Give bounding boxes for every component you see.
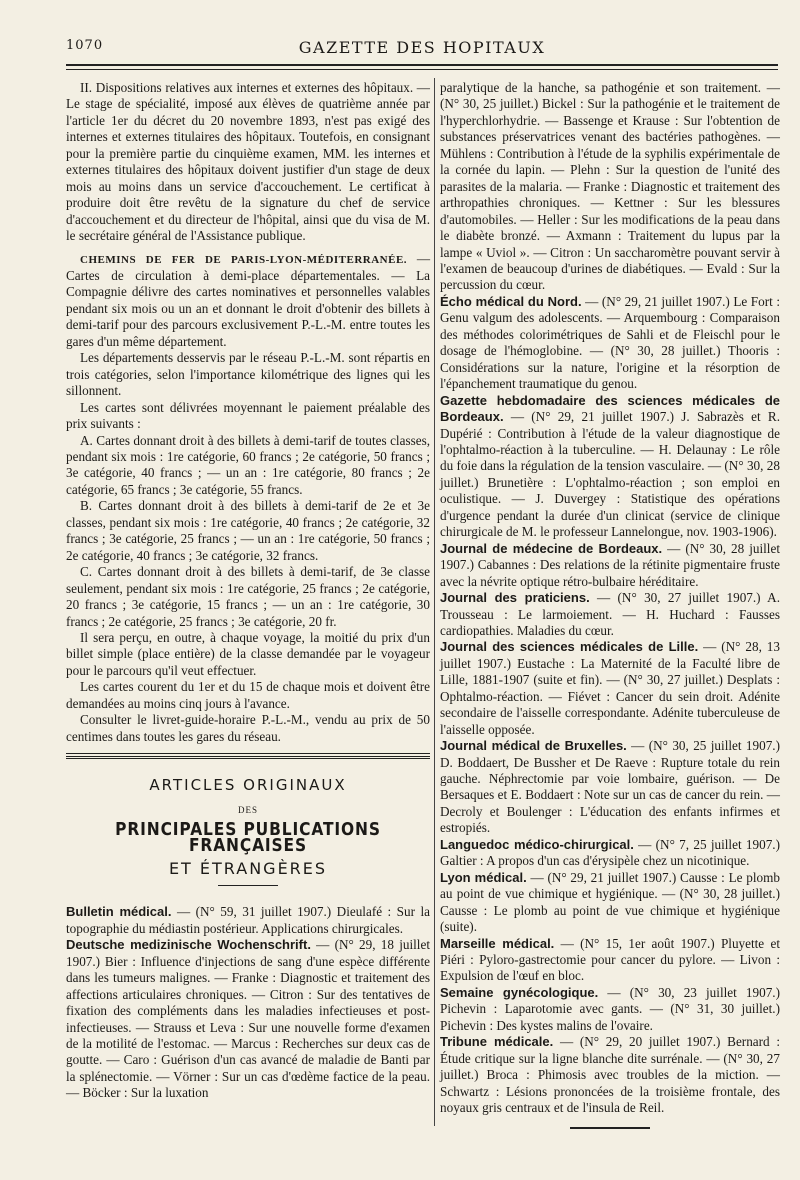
right-column	[440, 80, 780, 1129]
paragraph-consulter: Consulter le livret-guide-horaire P.-L.-M., vendu au prix de 50 centimes dans toutes les gares du réseau.	[66, 712, 430, 744]
paragraph-percu: Il sera perçu, en outre, à chaque voyage, la moitié du prix d'un billet simple (place entière) de la classe demandée par le voyageur pour le parcours qu'il veut effectuer.	[66, 629, 430, 678]
journal-title: Tribune médicale.	[440, 1034, 554, 1050]
entry-lyon: Lyon médical. — (N° 29, 21 juillet 1907.) Causse : Le plomb au point de vue chimique et hygiénique. — (N° 30, 28 juillet.) Causse : Le plomb au point de vue chimique et hygiénique (suite).	[440, 869, 781, 935]
entry-echo: Écho médical du Nord. — (N° 29, 21 juillet 1907.) Le Fort : Genu valgum des adolescents. — Arquembourg : Comparaison des méthodes colorimétriques de Sahli et de Fleischl pour le dosage de l'hémoglobine. — (N° 30, 28 juillet.) Thooris : Considérations sur la nature, l'origine et la résorption de l'épanchement traumatique du genou.	[440, 293, 781, 392]
section-rule	[66, 753, 430, 754]
entry-bulletin: Bulletin médical. — (N° 59, 31 juillet 1907.) Dieulafé : Sur la topographie du médiastin postérieur. Applications chirurgicales.	[66, 904, 430, 936]
articles-heading: ARTICLES ORIGINAUX	[149, 776, 347, 795]
entry-languedoc: Languedoc médico-chirurgical. — (N° 7, 25 juillet 1907.) Galtier : A propos d'un cas d'érysipèle chez un nicotinique.	[440, 836, 780, 869]
articles-heading-des: DES	[237, 804, 258, 815]
journal-title: Marseille médical.	[440, 935, 555, 951]
entry-journal-bordeaux: Journal de médecine de Bordeaux. — (N° 30, 28 juillet 1907.) Cabannes : Des relations de la rétinite pigmentaire fruste avec la névrite optique rétro-bulbaire héréditaire.	[440, 540, 780, 589]
paragraph-courent: Les cartes courent du 1er et du 15 de chaque mois et doivent être demandées au moins cinq jours à l'avance.	[66, 679, 430, 711]
paragraph-chemins: CHEMINS DE FER DE PARIS-LYON-MÉDITERRANÉE. — Cartes de circulation à demi-place départementales. — La Compagnie délivre des cartes nominatives et personnelles valables pendant six mois ou un an et donnant le droit d'obtenir des billets à demi-tarif pour des parcours exclusivement P.-L.-M. entre toutes les gares d'un même département.	[66, 250, 431, 349]
section-double-rule	[66, 756, 430, 759]
paragraph-cartes-a: A. Cartes donnant droit à des billets à demi-tarif de toutes classes, pendant six mois : 1re catégorie, 60 francs ; 2e catégorie, 50 francs ; 3e catégorie, 40 francs ; — un an : 1re catégorie, 80 francs ; 2e catégorie, 65 francs ; 3e catégorie, 55 francs.	[66, 432, 430, 497]
left-column	[66, 80, 430, 1102]
journal-title: Journal médical de Bruxelles.	[440, 738, 627, 754]
header-rule	[66, 64, 778, 66]
heading-rule	[218, 885, 278, 886]
entry-tribune: Tribune médicale. — (N° 29, 20 juillet 1907.) Bernard : Étude critique sur la ligne blanche dite surrénale. — (N° 30, 27 juillet.) Broca : Phimosis avec troubles de la miction. — Schwartz : Lésions prononcées de la troisième frontale, des noyaux gris centraux et de l'insula de Reil.	[440, 1034, 781, 1116]
journal-title: Journal des sciences médicales de Lille.	[440, 639, 699, 655]
journal-title: Bulletin médical.	[66, 904, 172, 920]
paragraph-departements: Les départements desservis par le réseau P.-L.-M. sont répartis en trois catégories, selon l'importance kilométrique des lignes qui les sillonnent.	[66, 350, 430, 399]
entry-gazette-bordeaux: Gazette hebdomadaire des sciences médicales de Bordeaux. — (N° 29, 21 juillet 1907.) J. Sabrazès et R. Dupérié : Contribution à l'étude de la valeur diagnostique de l'ophtalmo-réaction à la tuberculine. — H. Delaunay : Le rôle du foie dans la régulation de la tension vasculaire. — (N° 30, 28 juillet.) Brunetière : L'ophtalmo-réaction ; son emploi en oculistique. — J. Duvergey : Statistique des opérations d'urgence pendant la durée d'un clinicat (service de clinique chirurgicale de M. le professeur Lannelongue, nov. 1903-1906).	[440, 392, 780, 540]
paragraph-prix: Les cartes sont délivrées moyennant le paiement préalable des prix suivants :	[66, 399, 430, 432]
page-number: 1070	[66, 38, 104, 53]
entry-bruxelles: Journal médical de Bruxelles. — (N° 30, 25 juillet 1907.) D. Boddaert, De Bussher et De Raeve : Rupture totale du rein gauche. Néphrectomie par voie lombaire, guérison. — De Bersaques et E. Boddaert : Note sur un cas de cancer du rein. — Decroly et Boulenger : L'éducation des enfants infirmes et estropiés.	[440, 738, 780, 836]
entry-praticiens: Journal des praticiens. — (N° 30, 27 juillet 1907.) A. Trousseau : Le larmoiement. — H. Huchard : Fausses cardiopathies. Maladies du cœur.	[440, 590, 780, 638]
journal-title: Languedoc médico-chirurgical.	[440, 836, 634, 852]
journal-title: Semaine gynécologique.	[440, 984, 599, 1000]
paragraph-cartes-c: C. Cartes donnant droit à des billets à demi-tarif, de 3e classe seulement, pendant six mois : 1re catégorie, 25 francs ; 2e catégorie, 20 francs ; 3e catégorie, 15 francs ; — un an : 1re catégorie, 30 francs ; 2e catégorie, 25 francs ; 3e catégorie, 20 fr.	[66, 564, 430, 629]
end-ornament	[570, 1127, 650, 1129]
articles-heading-etrangeres: ET ÉTRANGÈRES	[168, 858, 328, 878]
section-heading-chemins: CHEMINS DE FER DE PARIS-LYON-MÉDITERRANÉE.	[80, 253, 408, 266]
journal-title: Gazette hebdomadaire des sciences médicales de Bordeaux.	[440, 392, 780, 425]
entry-deutsche-continued: paralytique de la hanche, sa pathogénie et son traitement. — (N° 30, 25 juillet.) Bickel : Sur la pathogénie et le traitement de l'hyperchlorhydrie. — Bassenge et Krause : Sur l'obtention de substances préservatrices venant des bactéries pathogènes. — Mühlens : Contribution à l'étude de la syphilis expérimentale de la cornée du lapin. — Plehn : Sur la question de l'unité des parasites de la malaria. — Franke : Diagnostic et traitement des arthropathies chroniques. — Kettner : Sur les blessures d'automobiles. — Heller : Sur les modifications de la peau dans le diabète bronzé. — Axmann : Traitement du lupus par la lampe « Uviol ». — Citron : Un saccharomètre pouvant servir à l'examen de beaucoup d'urines de diabétiques. — Evald : Sur la percussion du cœur.	[440, 80, 780, 293]
paragraph-internes: II. Dispositions relatives aux internes et externes des hôpitaux. — Le stage de spécialité, imposé aux élèves de quatrième année par l'article 1er du décret du 20 novembre 1893, n'est pas exigé des internes et externes titulaires des hôpitaux. Toutefois, en consignant pour la première partie du cinquième examen, MM. les internes et externes titulaires des hôpitaux doivent justifier d'un stage de deux mois au moins dans un service d'accouchement. Le certificat à produire doit être revêtu de la signature du chef de service d'accouchement et du directeur de l'hôpital, ainsi que du visa de M. le secrétaire général de l'Assistance publique.	[66, 80, 430, 244]
journal-title: Écho médical du Nord.	[440, 293, 582, 309]
entry-deutsche: Deutsche medizinische Wochenschrift. — (N° 29, 18 juillet 1907.) Bier : Influence d'injections de sang d'une espèce différente dans les tumeurs malignes. — Franke : Diagnostic et traitement des affections articulaires chroniques. — Citron : Sur des tentatives de fixation des compléments dans les maladies infectieuses et post-infectieuses. — Strauss et Leva : Sur une nouvelle forme d'examen de la motilité de l'estomac. — Marcus : Recherches sur deux cas de goutte. — Caro : Guérison d'un cas avancé de maladie de Banti par la splénectomie. — Vörner : Sur un cas d'œdème factice de la peau. — Böcker : Sur la luxation	[66, 937, 430, 1101]
column-divider	[434, 78, 435, 1126]
page-header	[66, 38, 778, 60]
header-rule-thin	[66, 69, 778, 70]
entry-marseille: Marseille médical. — (N° 15, 1er août 1907.) Pluyette et Piéri : Pyloro-gastrectomie pour cancer du pylore. — Livon : Expulsion de l'œuf en bloc.	[440, 935, 780, 984]
journal-title: Deutsche medizinische Wochenschrift.	[66, 937, 311, 953]
entry-lille: Journal des sciences médicales de Lille. — (N° 28, 13 juillet 1907.) Eustache : La Maternité de la Faculté libre de Lille, 1881-1907 (suite et fin). — (N° 30, 27 juillet.) Desplats : Ophtalmo-réaction. — Fiévet : Cancer du sein droit. Adénite secondaire de l'aisselle correspondante. Adénite tuberculeuse de l'aisselle opposée.	[440, 639, 780, 737]
journal-title: Lyon médical.	[440, 869, 527, 885]
paragraph-cartes-b: B. Cartes donnant droit à des billets à demi-tarif de 2e et 3e classes, pendant six mois : 1re catégorie, 40 francs ; 2e catégorie, 32 francs ; 3e catégorie, 25 francs ; — un an : 1re catégorie, 50 francs ; 2e catégorie, 40 francs ; 3e catégorie, 32 francs.	[66, 498, 430, 563]
page-title: GAZETTE DES HOPITAUX	[298, 38, 546, 57]
journal-title: Journal de médecine de Bordeaux.	[440, 540, 663, 556]
articles-heading-publications: PRINCIPALES PUBLICATIONS FRANÇAISES	[115, 819, 381, 857]
entry-semaine: Semaine gynécologique. — (N° 30, 23 juillet 1907.) Pichevin : Laparotomie avec gants. — (N° 31, 30 juillet.) Pichevin : Des kystes malins de l'ovaire.	[440, 984, 780, 1033]
journal-title: Journal des praticiens.	[440, 590, 590, 606]
